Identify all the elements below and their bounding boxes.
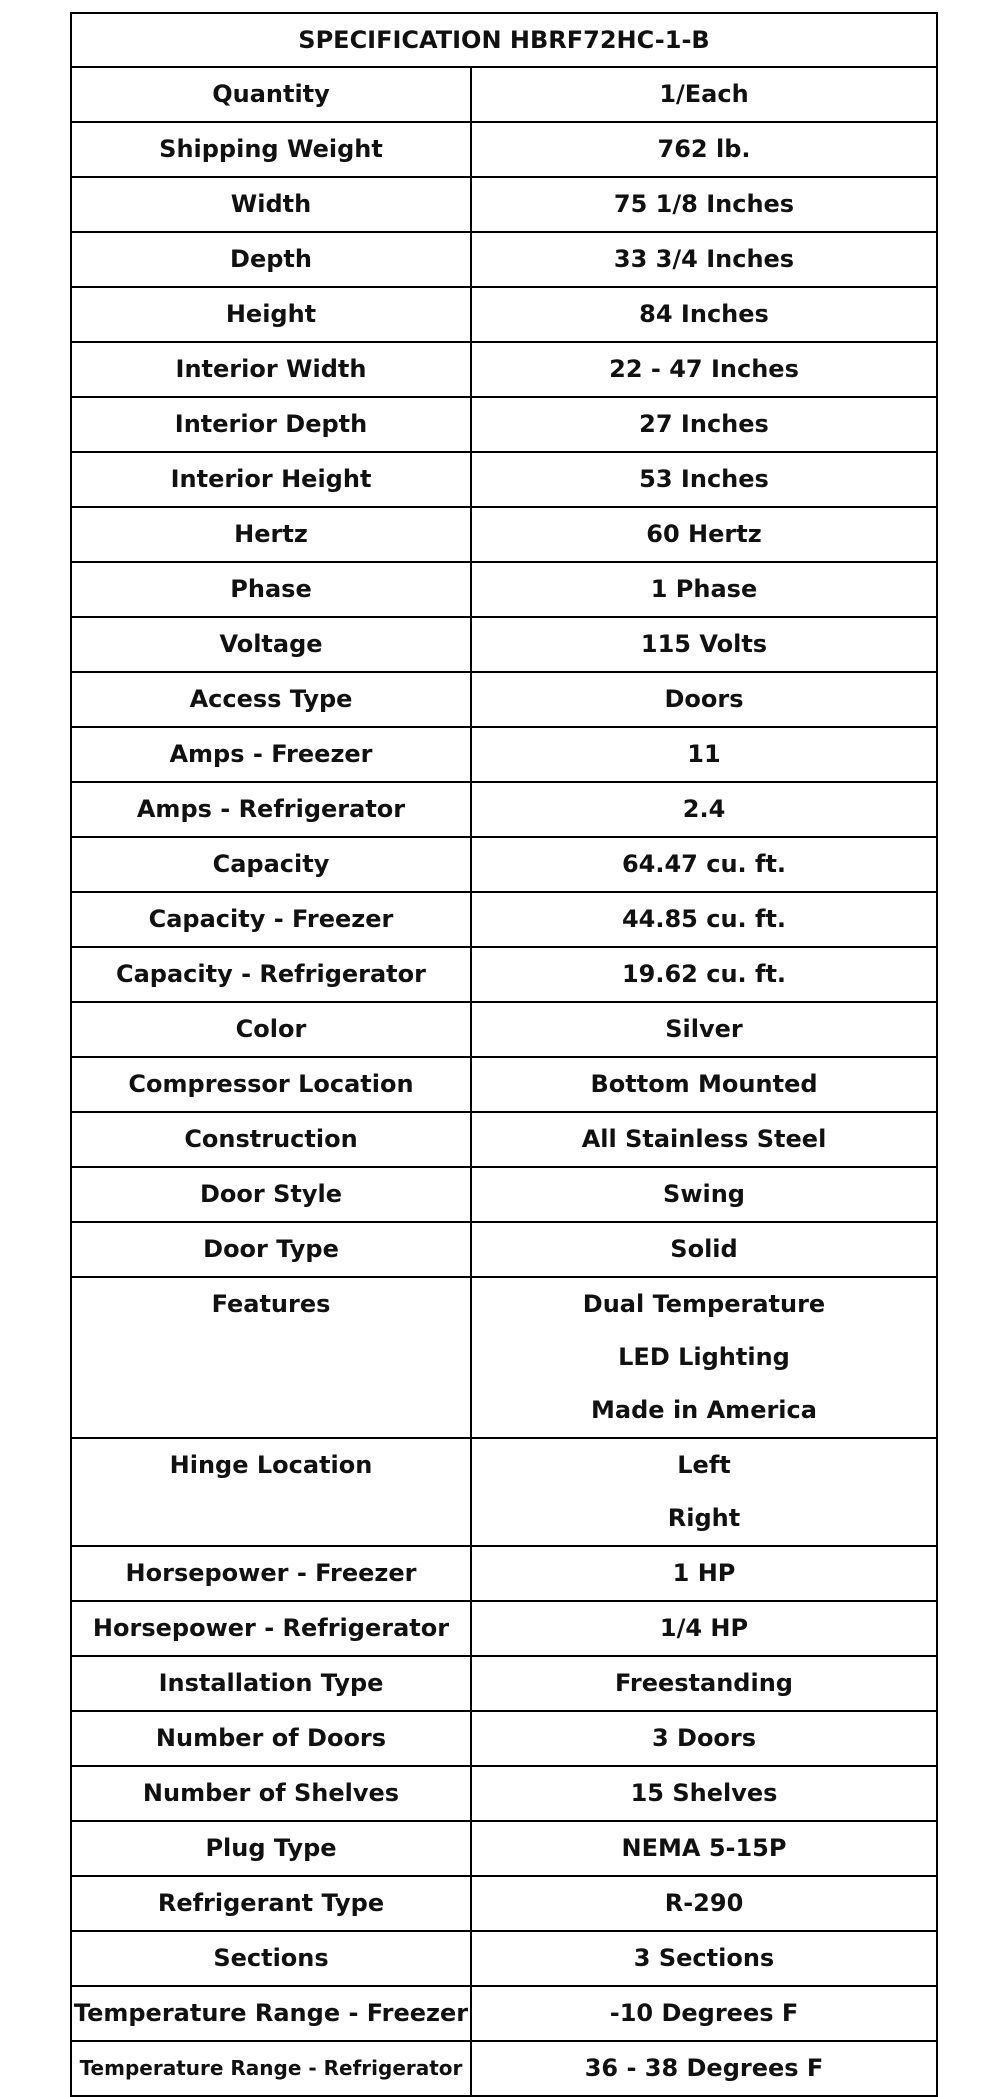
spec-row — [71, 1876, 937, 1931]
spec-row — [71, 672, 937, 727]
spec-value-cell — [471, 782, 937, 837]
spec-label-cell — [71, 1438, 471, 1546]
spec-value-cell — [471, 1222, 937, 1277]
spec-row — [71, 1277, 937, 1438]
spec-value: NEMA 5-15P — [621, 1834, 787, 1862]
spec-value: 3 Doors — [651, 1724, 757, 1752]
spec-value-cell — [471, 397, 937, 452]
spec-row — [71, 1057, 937, 1112]
spec-label: Amps - Freezer — [169, 740, 373, 768]
spec-label-cell — [71, 1656, 471, 1711]
spec-value: All Stainless Steel — [581, 1125, 827, 1153]
spec-label: Capacity - Refrigerator — [116, 960, 426, 988]
spec-value: Silver — [665, 1015, 743, 1043]
spec-value: 60 Hertz — [646, 520, 762, 548]
spec-row — [71, 1601, 937, 1656]
spec-label-cell — [71, 342, 471, 397]
spec-row — [71, 892, 937, 947]
spec-label-cell — [71, 1112, 471, 1167]
spec-label: Horsepower - Refrigerator — [92, 1614, 450, 1642]
spec-label: Features — [211, 1290, 331, 1318]
spec-row — [71, 617, 937, 672]
spec-value: 19.62 cu. ft. — [621, 960, 787, 988]
spec-row — [71, 947, 937, 1002]
spec-label: Color — [235, 1015, 307, 1043]
spec-label-cell — [71, 177, 471, 232]
spec-label-cell — [71, 1277, 471, 1438]
spec-value: 1/Each — [659, 80, 749, 108]
spec-value: 44.85 cu. ft. — [621, 905, 787, 933]
spec-value: Left — [677, 1451, 731, 1479]
spec-row — [71, 177, 937, 232]
spec-row — [71, 1546, 937, 1601]
spec-value: Made in America — [591, 1396, 817, 1424]
spec-label-cell — [71, 1876, 471, 1931]
spec-label-cell — [71, 507, 471, 562]
spec-row — [71, 232, 937, 287]
spec-value-cell — [471, 837, 937, 892]
spec-label: Depth — [230, 245, 312, 273]
spec-value-cell — [471, 177, 937, 232]
spec-row — [71, 2041, 937, 2096]
spec-row — [71, 342, 937, 397]
spec-label: Interior Height — [170, 465, 372, 493]
spec-value: 2.4 — [682, 795, 726, 823]
spec-row — [71, 1438, 937, 1546]
spec-label: Installation Type — [158, 1669, 384, 1697]
spec-row — [71, 782, 937, 837]
spec-label-cell — [71, 892, 471, 947]
spec-label-cell — [71, 1931, 471, 1986]
spec-label: Interior Width — [175, 355, 367, 383]
spec-value: 75 1/8 Inches — [613, 190, 795, 218]
spec-value-cell — [471, 1766, 937, 1821]
spec-row — [71, 1711, 937, 1766]
spec-label-cell — [71, 1167, 471, 1222]
spec-label: Access Type — [189, 685, 353, 713]
spec-row — [71, 1167, 937, 1222]
spec-value-cell — [471, 1277, 937, 1438]
spec-value-cell — [471, 1546, 937, 1601]
spec-value-cell — [471, 1438, 937, 1546]
spec-value-cell — [471, 672, 937, 727]
spec-value-cell — [471, 507, 937, 562]
spec-value: 762 lb. — [657, 135, 751, 163]
spec-label-cell — [71, 1821, 471, 1876]
title-row — [71, 13, 937, 67]
spec-label-cell — [71, 1057, 471, 1112]
spec-label-cell — [71, 122, 471, 177]
spec-label-cell — [71, 672, 471, 727]
spec-value: 1 Phase — [650, 575, 758, 603]
spec-value: 64.47 cu. ft. — [621, 850, 787, 878]
spec-value-cell — [471, 1167, 937, 1222]
spec-value: 1 HP — [672, 1559, 736, 1587]
spec-value: Dual Temperature — [582, 1290, 826, 1318]
spec-value: 22 - 47 Inches — [609, 355, 799, 383]
spec-row — [71, 452, 937, 507]
specification-table-body — [71, 13, 937, 2096]
spec-value-cell — [471, 947, 937, 1002]
spec-row — [71, 507, 937, 562]
spec-label-cell — [71, 947, 471, 1002]
spec-value-cell — [471, 727, 937, 782]
spec-label: Hinge Location — [169, 1451, 373, 1479]
spec-label-cell — [71, 67, 471, 122]
spec-label: Refrigerant Type — [157, 1889, 385, 1917]
spec-row — [71, 1931, 937, 1986]
spec-value: R-290 — [664, 1889, 744, 1917]
spec-value-cell — [471, 287, 937, 342]
spec-value: Bottom Mounted — [590, 1070, 818, 1098]
spec-value-cell — [471, 1601, 937, 1656]
spec-label: Quantity — [212, 80, 330, 108]
spec-value: 115 Volts — [640, 630, 768, 658]
spec-label: Door Style — [200, 1180, 342, 1208]
spec-value: 53 Inches — [639, 465, 769, 493]
spec-label: Capacity — [212, 850, 330, 878]
spec-label-cell — [71, 562, 471, 617]
spec-value: 36 - 38 Degrees F — [584, 2054, 824, 2082]
spec-value-cell — [471, 1821, 937, 1876]
spec-label-cell — [71, 617, 471, 672]
spec-label-cell — [71, 727, 471, 782]
spec-label: Temperature Range - Refrigerator — [79, 2056, 463, 2080]
spec-label-cell — [71, 1766, 471, 1821]
spec-label-cell — [71, 2041, 471, 2096]
spec-label: Hertz — [234, 520, 308, 548]
spec-value: 15 Shelves — [630, 1779, 778, 1807]
spec-value-cell — [471, 892, 937, 947]
spec-row — [71, 1766, 937, 1821]
spec-value-cell — [471, 342, 937, 397]
spec-row — [71, 727, 937, 782]
spec-label: Sections — [213, 1944, 329, 1972]
spec-value-cell — [471, 122, 937, 177]
spec-value-cell — [471, 67, 937, 122]
spec-label-cell — [71, 1986, 471, 2041]
spec-value: 84 Inches — [639, 300, 769, 328]
spec-value: 11 — [687, 740, 721, 768]
spec-label: Construction — [184, 1125, 358, 1153]
spec-label-cell — [71, 397, 471, 452]
spec-label: Phase — [230, 575, 312, 603]
spec-value-cell — [471, 1656, 937, 1711]
spec-value: 1/4 HP — [659, 1614, 749, 1642]
spec-label-cell — [71, 1222, 471, 1277]
spec-row — [71, 1821, 937, 1876]
spec-value-cell — [471, 1711, 937, 1766]
spec-value-cell — [471, 232, 937, 287]
spec-value: 27 Inches — [639, 410, 769, 438]
spec-label: Height — [225, 300, 317, 328]
spec-value: Solid — [670, 1235, 738, 1263]
spec-row — [71, 1112, 937, 1167]
spec-value: Right — [667, 1504, 741, 1532]
spec-label-cell — [71, 232, 471, 287]
spec-label: Plug Type — [205, 1834, 337, 1862]
spec-label: Amps - Refrigerator — [136, 795, 406, 823]
spec-label-cell — [71, 287, 471, 342]
spec-value: -10 Degrees F — [609, 1999, 799, 2027]
spec-value: 33 3/4 Inches — [613, 245, 795, 273]
spec-row — [71, 1222, 937, 1277]
spec-label-cell — [71, 1711, 471, 1766]
spec-row — [71, 67, 937, 122]
spec-row — [71, 562, 937, 617]
spec-value-cell — [471, 2041, 937, 2096]
spec-value-cell — [471, 562, 937, 617]
spec-label: Voltage — [219, 630, 323, 658]
spec-row — [71, 837, 937, 892]
spec-value: Swing — [663, 1180, 745, 1208]
specification-table — [70, 12, 938, 2097]
spec-label-cell — [71, 1002, 471, 1057]
table-title: SPECIFICATION HBRF72HC-1-B — [71, 13, 937, 67]
spec-value-cell — [471, 1986, 937, 2041]
spec-label: Width — [230, 190, 312, 218]
spec-row — [71, 287, 937, 342]
spec-label: Interior Depth — [174, 410, 368, 438]
spec-value-cell — [471, 452, 937, 507]
spec-row — [71, 1656, 937, 1711]
spec-label: Capacity - Freezer — [148, 905, 394, 933]
spec-row — [71, 1986, 937, 2041]
spec-label: Door Type — [203, 1235, 339, 1263]
spec-value: LED Lighting — [618, 1343, 790, 1371]
spec-value-cell — [471, 617, 937, 672]
spec-value-cell — [471, 1112, 937, 1167]
spec-value-cell — [471, 1876, 937, 1931]
spec-value: 3 Sections — [633, 1944, 775, 1972]
spec-value-cell — [471, 1931, 937, 1986]
spec-label: Horsepower - Freezer — [125, 1559, 417, 1587]
spec-label-cell — [71, 837, 471, 892]
spec-label: Temperature Range - Freezer — [73, 1999, 469, 2027]
spec-label-cell — [71, 782, 471, 837]
spec-value: Doors — [664, 685, 744, 713]
spec-label-cell — [71, 1601, 471, 1656]
spec-label: Shipping Weight — [159, 135, 383, 163]
spec-row — [71, 397, 937, 452]
spec-value: Freestanding — [615, 1669, 793, 1697]
spec-label: Compressor Location — [128, 1070, 414, 1098]
spec-label: Number of Doors — [155, 1724, 387, 1752]
spec-value-cell — [471, 1002, 937, 1057]
spec-row — [71, 122, 937, 177]
spec-value-cell — [471, 1057, 937, 1112]
spec-label: Number of Shelves — [142, 1779, 400, 1807]
spec-row — [71, 1002, 937, 1057]
spec-label-cell — [71, 1546, 471, 1601]
spec-label-cell — [71, 452, 471, 507]
